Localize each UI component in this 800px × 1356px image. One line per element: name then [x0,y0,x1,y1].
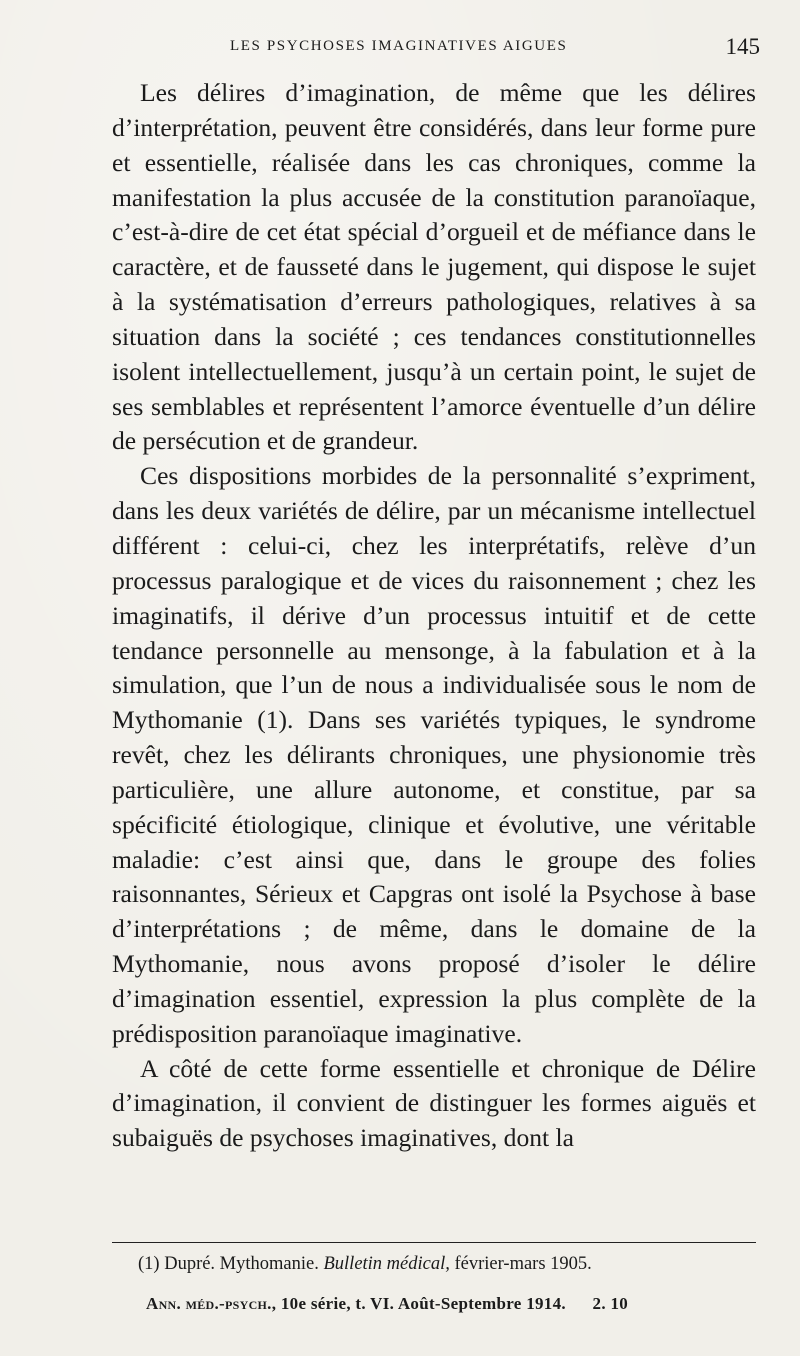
printer-signature [146,1294,746,1314]
running-head [110,34,760,66]
footnote-author: Dupré. Mythomanie. [164,1254,319,1274]
footnote-date: février-mars 1905. [454,1254,592,1274]
journal-abbreviation: Ann. méd.-psych., [146,1294,277,1313]
paragraph: Ces dispositions morbides de la personnalité s’expriment, dans les deux variétés de délire, par un mécanisme intellectuel différent : celui-ci, chez les interprétatifs, relève d’un processus paralogique et de vices du raisonnement ; chez les imaginatifs, il dérive d’un processus intuitif et de cette tendance personnelle au mensonge, à la fabulation et à la simulation, que l’un de nous a individualisée sous le nom de Mythomanie (1). Dans ses variétés typiques, le syndrome revêt, chez les délirants chroniques, une physionomie très particulière, une allure autonome, et constitue, par sa spécificité étiologique, clinique et évolutive, une véritable maladie: c’est ainsi que, dans le groupe des folies raisonnantes, Sérieux et Capgras ont isolé la Psychose à base d’interprétations ; de même, dans le domaine de la Mythomanie, nous avons proposé d’isoler le délire d’imagination essentiel, expression la plus complète de la prédisposition paranoïaque imaginative. [112,461,756,1048]
page-number: 145 [725,34,760,59]
footnote [138,1252,738,1276]
running-title: LES PSYCHOSES IMAGINATIVES AIGUES [230,38,568,54]
sheet-number: 10 [610,1294,629,1313]
paragraph: Les délires d’imagination, de même que les délires d’interprétation, peuvent être considérés, dans leur forme pure et essentielle, réalisée dans les cas chroniques, comme la manifestation la plus accusée de la constitution paranoïaque, c’est-à-dire de cet état spécial d’orgueil et de méfiance dans le caractère, et de fausseté dans le jugement, qui dispose le sujet à la systématisation d’erreurs pathologiques, relatives à sa situation dans la société ; ces tendances constitutionnelles isolent intellectuellement, jusqu’à un certain point, le sujet de ses semblables et représentent l’amorce éventuelle d’un délire de persécution et de grandeur. [112,78,756,456]
footnote-marker: (1) [138,1254,160,1274]
series-and-date: 10e série, t. VI. Août-Septembre 1914. [280,1294,566,1313]
footnote-journal: Bulletin médical, [323,1254,450,1274]
paragraph: A côté de cette forme essentielle et chronique de Délire d’imagination, il convient de distinguer les formes aiguës et subaiguës de psychoses imaginatives, dont la [112,1053,756,1153]
issue-number: 2. [592,1294,606,1313]
body-text [112,76,756,1156]
footnote-divider [112,1242,756,1243]
